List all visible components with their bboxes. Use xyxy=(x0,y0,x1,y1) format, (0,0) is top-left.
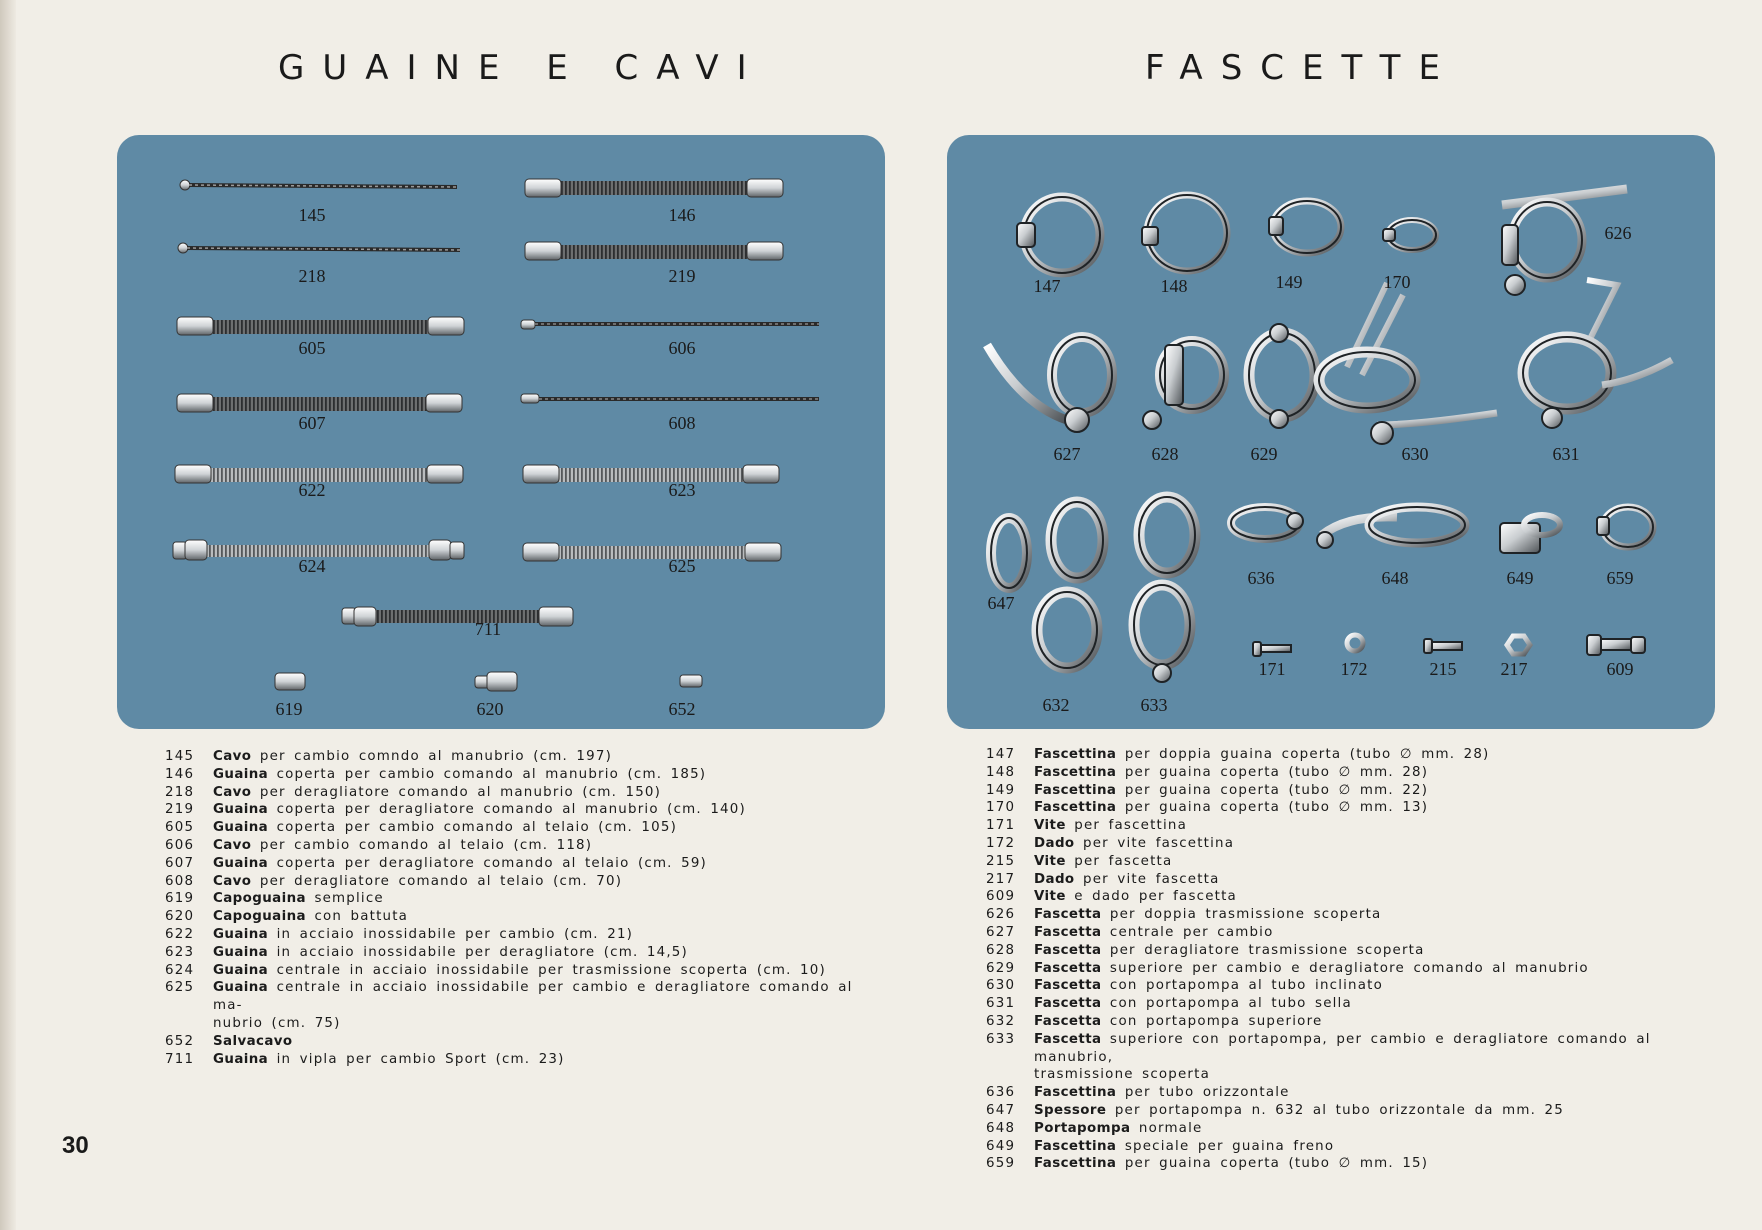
legend-description xyxy=(213,801,865,819)
figure-number: 170 xyxy=(1383,272,1411,292)
legend-description xyxy=(1034,799,1686,817)
figure-number: 146 xyxy=(668,205,696,225)
legend-code: 606 xyxy=(165,837,195,853)
legend-text: per doppia trasmissione scoperta xyxy=(1109,907,1382,923)
legend-description xyxy=(1034,977,1686,995)
end-cap-620 xyxy=(475,672,517,691)
legend-text: per guaina coperta (tubo ∅ mm. 22) xyxy=(1124,782,1429,798)
legend-code: 609 xyxy=(986,889,1016,905)
legend-row xyxy=(165,837,865,855)
spacer-647 xyxy=(991,518,1027,588)
legend-description xyxy=(1034,782,1686,800)
legend-term: Fascetta xyxy=(1034,1013,1102,1029)
legend-row xyxy=(986,1138,1686,1156)
cable-protector-652 xyxy=(680,675,702,687)
legend-code: 626 xyxy=(986,907,1016,923)
legend-term: Guaina xyxy=(213,766,269,782)
legend-row xyxy=(986,977,1686,995)
figure-number: 649 xyxy=(1506,568,1534,588)
figure-number: 632 xyxy=(1042,695,1070,715)
legend-term: Cavo xyxy=(213,873,252,889)
legend-row xyxy=(986,1013,1686,1031)
legend-term: Vite xyxy=(1034,853,1066,869)
legend-row xyxy=(986,782,1686,800)
clamp-147 xyxy=(1017,197,1100,273)
legend-code xyxy=(165,1015,213,1033)
clamp-628 xyxy=(1143,341,1224,429)
legend-term: Fascettina xyxy=(1034,1138,1117,1154)
legend-description xyxy=(213,766,865,784)
legend-code: 647 xyxy=(986,1102,1016,1118)
legend-text: per fascetta xyxy=(1074,853,1173,869)
cable-606 xyxy=(521,320,819,329)
legend-code: 170 xyxy=(986,800,1016,816)
figure-number: 623 xyxy=(668,480,696,500)
legend-description xyxy=(213,819,865,837)
figure-number: 605 xyxy=(298,338,326,358)
legend-row xyxy=(986,960,1686,978)
legend-row xyxy=(165,766,865,784)
legend-term: Cavo xyxy=(213,749,252,764)
legend-code: 218 xyxy=(165,784,195,800)
figure-number: 627 xyxy=(1053,444,1081,464)
housing-625 xyxy=(523,543,781,561)
figure-number: 217 xyxy=(1500,659,1528,679)
legend-code: 605 xyxy=(165,820,195,836)
legend-description xyxy=(1034,1120,1686,1138)
legend-row xyxy=(165,979,865,1015)
legend-code: 629 xyxy=(986,960,1016,976)
legend-term: Cavo xyxy=(213,784,252,800)
legend-text: coperta per cambio comando al telaio (cm. 105) xyxy=(276,820,678,836)
legend-text: e dado per fascetta xyxy=(1074,889,1237,905)
figure-number: 148 xyxy=(1160,276,1188,296)
legend-term: Fascetta xyxy=(1034,924,1102,940)
clamps-photo-panel xyxy=(947,135,1715,729)
legend-description xyxy=(1034,1066,1686,1084)
legend-row xyxy=(165,890,865,908)
legend-description xyxy=(1034,906,1686,924)
legend-code: 631 xyxy=(986,996,1016,1012)
figure-number: 147 xyxy=(1033,276,1061,296)
legend-code: 632 xyxy=(986,1013,1016,1029)
legend-term: Capoguaina xyxy=(213,909,306,925)
housing-146 xyxy=(525,179,783,197)
legend-term: Guaina xyxy=(213,980,269,996)
legend-row xyxy=(986,1031,1686,1067)
legend-text: per deragliatore trasmissione scoperta xyxy=(1109,942,1425,958)
figure-number: 619 xyxy=(275,699,303,719)
legend-text: per deragliatore comando al manubrio (cm. 150) xyxy=(259,784,662,800)
legend-code: 622 xyxy=(165,926,195,942)
legend-term: Portapompa xyxy=(1034,1120,1131,1136)
clamp-170 xyxy=(1383,220,1436,250)
clamp-633 xyxy=(1134,497,1195,682)
legend-text: nubrio (cm. 75) xyxy=(213,1015,341,1031)
legend-description xyxy=(213,1051,865,1069)
clamp-636 xyxy=(1231,507,1303,539)
figure-number: 652 xyxy=(668,699,696,719)
housing-607 xyxy=(177,394,462,412)
figure-number: 636 xyxy=(1247,568,1275,588)
legend-term: Dado xyxy=(1034,835,1075,851)
legend-row xyxy=(165,926,865,944)
clamp-630 xyxy=(1319,283,1497,444)
legend-description xyxy=(213,944,865,962)
legend-code: 649 xyxy=(986,1138,1016,1154)
legend-row xyxy=(165,1015,865,1033)
legend-text: coperta per deragliatore comando al telaio (cm. 59) xyxy=(276,855,707,871)
cables-parts-legend xyxy=(165,748,865,1068)
figure-number: 171 xyxy=(1258,659,1286,679)
legend-text: con portapompa superiore xyxy=(1109,1013,1323,1029)
legend-text: con battuta xyxy=(314,909,409,925)
legend-code: 620 xyxy=(165,909,195,925)
figure-number: 659 xyxy=(1606,568,1634,588)
legend-description xyxy=(213,979,865,1015)
legend-term: Guaina xyxy=(213,1051,269,1067)
section-title-fascette: FASCETTE xyxy=(1145,48,1458,88)
legend-text: per guaina coperta (tubo ∅ mm. 28) xyxy=(1124,764,1429,780)
clamps-parts-legend xyxy=(986,746,1686,1173)
figure-number: 633 xyxy=(1140,695,1168,715)
legend-description xyxy=(213,1015,865,1033)
legend-code: 633 xyxy=(986,1031,1016,1047)
figure-number: 609 xyxy=(1606,659,1634,679)
legend-text: per doppia guaina coperta (tubo ∅ mm. 28) xyxy=(1124,747,1490,762)
clamp-632 xyxy=(1037,502,1103,668)
legend-code: 145 xyxy=(165,749,195,764)
legend-row xyxy=(986,853,1686,871)
legend-code: 607 xyxy=(165,855,195,871)
legend-code: 171 xyxy=(986,818,1016,834)
legend-code: 172 xyxy=(986,835,1016,851)
legend-term: Fascettina xyxy=(1034,1156,1117,1172)
figure-number: 218 xyxy=(298,266,326,286)
legend-code: 659 xyxy=(986,1156,1016,1172)
legend-row xyxy=(986,799,1686,817)
legend-text: normale xyxy=(1138,1120,1203,1136)
legend-code: 608 xyxy=(165,873,195,889)
figure-number: 648 xyxy=(1381,568,1409,588)
clamp-629 xyxy=(1249,324,1315,428)
legend-row xyxy=(986,924,1686,942)
legend-code: 215 xyxy=(986,853,1016,869)
figure-number: 629 xyxy=(1250,444,1278,464)
cables-photo-panel xyxy=(117,135,885,729)
legend-row xyxy=(986,1120,1686,1138)
legend-term: Guaina xyxy=(213,802,269,818)
legend-term: Fascetta xyxy=(1034,1031,1102,1047)
screw-171 xyxy=(1253,642,1291,656)
legend-description xyxy=(213,748,865,766)
legend-description xyxy=(1034,1138,1686,1156)
figure-number: 626 xyxy=(1604,223,1632,243)
figure-number: 628 xyxy=(1151,444,1179,464)
legend-text: per deragliatore comando al telaio (cm. 70) xyxy=(259,873,623,889)
legend-code: 625 xyxy=(165,980,195,996)
figure-number: 647 xyxy=(987,593,1015,613)
legend-text: centrale in acciaio inossidabile per cambio e deragliatore comando al ma- xyxy=(213,980,853,1014)
figure-number: 625 xyxy=(668,556,696,576)
legend-text: per vite fascetta xyxy=(1083,871,1220,887)
legend-text: per portapompa n. 632 al tubo orizzontale da mm. 25 xyxy=(1114,1102,1564,1118)
legend-description xyxy=(1034,746,1686,764)
legend-description xyxy=(1034,888,1686,906)
legend-term: Fascetta xyxy=(1034,907,1102,923)
legend-description xyxy=(1034,1013,1686,1031)
legend-row xyxy=(986,764,1686,782)
legend-term: Vite xyxy=(1034,889,1066,905)
legend-code: 623 xyxy=(165,944,195,960)
cable-218 xyxy=(178,243,460,253)
legend-description xyxy=(213,873,865,891)
legend-row xyxy=(165,962,865,980)
legend-row xyxy=(165,819,865,837)
legend-row xyxy=(165,784,865,802)
legend-term: Fascetta xyxy=(1034,942,1102,958)
legend-code: 219 xyxy=(165,802,195,818)
legend-term: Fascettina xyxy=(1034,800,1117,816)
legend-text: coperta per cambio comando al manubrio (cm. 185) xyxy=(276,766,707,782)
legend-row xyxy=(986,746,1686,764)
legend-code: 630 xyxy=(986,978,1016,994)
legend-term: Fascettina xyxy=(1034,764,1117,780)
legend-description xyxy=(1034,1102,1686,1120)
legend-description xyxy=(213,962,865,980)
figure-number: 622 xyxy=(298,480,326,500)
legend-text: per guaina coperta (tubo ∅ mm. 15) xyxy=(1124,1156,1429,1172)
figure-number: 630 xyxy=(1401,444,1429,464)
legend-text: superiore per cambio e deragliatore comando al manubrio xyxy=(1109,960,1589,976)
nut-217 xyxy=(1507,636,1530,654)
legend-code: 149 xyxy=(986,782,1016,798)
legend-description xyxy=(213,908,865,926)
clamp-649 xyxy=(1500,515,1560,553)
legend-text: centrale in acciaio inossidabile per trasmissione scoperta (cm. 10) xyxy=(276,962,826,978)
legend-row xyxy=(986,888,1686,906)
legend-row xyxy=(165,908,865,926)
legend-row xyxy=(165,855,865,873)
screw-nut-609 xyxy=(1587,635,1645,655)
figure-number: 624 xyxy=(298,556,326,576)
legend-text: con portapompa al tubo inclinato xyxy=(1109,978,1383,994)
section-title-guaine-e-cavi: GUAINE E CAVI xyxy=(278,48,765,88)
legend-term: Fascettina xyxy=(1034,747,1117,762)
legend-row xyxy=(165,873,865,891)
legend-description xyxy=(1034,960,1686,978)
legend-row xyxy=(986,817,1686,835)
figure-number: 149 xyxy=(1275,272,1303,292)
figure-number: 606 xyxy=(668,338,696,358)
legend-row xyxy=(165,1051,865,1069)
legend-description xyxy=(213,855,865,873)
legend-term: Capoguaina xyxy=(213,891,306,907)
legend-code: 147 xyxy=(986,747,1016,762)
legend-term: Fascettina xyxy=(1034,782,1117,798)
legend-description xyxy=(1034,871,1686,889)
legend-text: semplice xyxy=(314,891,384,907)
legend-row xyxy=(986,1066,1686,1084)
legend-code: 648 xyxy=(986,1120,1016,1136)
legend-row xyxy=(986,1155,1686,1173)
legend-description xyxy=(213,926,865,944)
legend-term: Guaina xyxy=(213,855,269,871)
legend-row xyxy=(986,906,1686,924)
legend-term: Fascetta xyxy=(1034,996,1102,1012)
legend-row xyxy=(986,942,1686,960)
figure-number: 711 xyxy=(474,619,502,639)
figure-number: 608 xyxy=(668,413,696,433)
clamp-631 xyxy=(1523,280,1672,428)
legend-description xyxy=(213,1033,865,1051)
legend-text: in vipla per cambio Sport (cm. 23) xyxy=(276,1051,565,1067)
legend-term: Guaina xyxy=(213,926,269,942)
clamp-149 xyxy=(1269,201,1341,253)
legend-code: 146 xyxy=(165,766,195,782)
legend-row xyxy=(986,835,1686,853)
legend-row xyxy=(165,944,865,962)
legend-row xyxy=(165,1033,865,1051)
pump-holder-648 xyxy=(1317,507,1465,548)
legend-term: Dado xyxy=(1034,871,1075,887)
legend-code: 652 xyxy=(165,1033,195,1049)
legend-text: superiore con portapompa, per cambio e deragliatore comando al manubrio, xyxy=(1034,1031,1651,1065)
legend-code: 627 xyxy=(986,924,1016,940)
legend-row xyxy=(986,871,1686,889)
legend-term: Fascettina xyxy=(1034,1085,1117,1101)
legend-term: Cavo xyxy=(213,837,252,853)
legend-description xyxy=(1034,1084,1686,1102)
figure-number: 172 xyxy=(1340,659,1368,679)
housing-623 xyxy=(523,465,779,483)
legend-term: Guaina xyxy=(213,962,269,978)
legend-text: per guaina coperta (tubo ∅ mm. 13) xyxy=(1124,800,1429,816)
legend-text: per vite fascettina xyxy=(1083,835,1235,851)
page-binding-edge xyxy=(0,0,16,1230)
legend-term: Guaina xyxy=(213,820,269,836)
legend-text: speciale per guaina freno xyxy=(1124,1138,1335,1154)
legend-description xyxy=(1034,942,1686,960)
legend-description xyxy=(1034,1031,1686,1067)
legend-description xyxy=(1034,817,1686,835)
housing-219 xyxy=(525,242,783,260)
clamp-148 xyxy=(1142,195,1227,271)
housing-711 xyxy=(342,607,573,626)
screw-215 xyxy=(1424,639,1462,653)
legend-text: trasmissione scoperta xyxy=(1034,1067,1210,1083)
legend-text: con portapompa al tubo sella xyxy=(1109,996,1352,1012)
legend-text: per cambio comndo al manubrio (cm. 197) xyxy=(259,749,612,764)
legend-description xyxy=(1034,924,1686,942)
legend-description xyxy=(1034,835,1686,853)
legend-code: 619 xyxy=(165,891,195,907)
legend-code: 148 xyxy=(986,764,1016,780)
legend-term: Salvacavo xyxy=(213,1033,293,1049)
legend-code: 711 xyxy=(165,1051,195,1067)
legend-term: Fascetta xyxy=(1034,978,1102,994)
legend-term: Guaina xyxy=(213,944,269,960)
figure-number: 145 xyxy=(298,205,326,225)
legend-text: in acciaio inossidabile per cambio (cm. 21) xyxy=(276,926,634,942)
legend-code: 217 xyxy=(986,871,1016,887)
legend-description xyxy=(213,784,865,802)
cable-145 xyxy=(180,180,457,190)
legend-description xyxy=(213,890,865,908)
legend-code: 628 xyxy=(986,942,1016,958)
legend-row xyxy=(986,995,1686,1013)
legend-text: coperta per deragliatore comando al manubrio (cm. 140) xyxy=(276,802,746,818)
clamps-illustration xyxy=(947,135,1715,729)
figure-number: 219 xyxy=(668,266,696,286)
legend-text: per tubo orizzontale xyxy=(1124,1085,1290,1101)
housing-605 xyxy=(177,317,464,335)
page-number: 30 xyxy=(62,1132,89,1159)
legend-text: per fascettina xyxy=(1074,818,1187,834)
nut-172 xyxy=(1347,635,1363,651)
legend-term: Vite xyxy=(1034,818,1066,834)
figure-number: 607 xyxy=(298,413,326,433)
legend-term: Spessore xyxy=(1034,1102,1107,1118)
legend-row xyxy=(165,748,865,766)
legend-code xyxy=(986,1066,1034,1084)
end-cap-619 xyxy=(275,673,305,690)
legend-code: 624 xyxy=(165,962,195,978)
legend-description xyxy=(213,837,865,855)
figure-number: 215 xyxy=(1429,659,1457,679)
legend-description xyxy=(1034,764,1686,782)
legend-code: 636 xyxy=(986,1085,1016,1101)
clamp-627 xyxy=(987,337,1112,432)
cable-608 xyxy=(521,394,819,403)
legend-description xyxy=(1034,1155,1686,1173)
legend-row xyxy=(165,801,865,819)
legend-text: per cambio comando al telaio (cm. 118) xyxy=(259,837,593,853)
clamp-659 xyxy=(1597,507,1653,547)
legend-description xyxy=(1034,853,1686,871)
legend-row xyxy=(986,1084,1686,1102)
figure-number: 620 xyxy=(476,699,504,719)
legend-text: centrale per cambio xyxy=(1109,924,1274,940)
legend-description xyxy=(1034,995,1686,1013)
legend-term: Fascetta xyxy=(1034,960,1102,976)
legend-row xyxy=(986,1102,1686,1120)
legend-text: in acciaio inossidabile per deragliatore (cm. 14,5) xyxy=(276,944,688,960)
figure-number: 631 xyxy=(1552,444,1580,464)
